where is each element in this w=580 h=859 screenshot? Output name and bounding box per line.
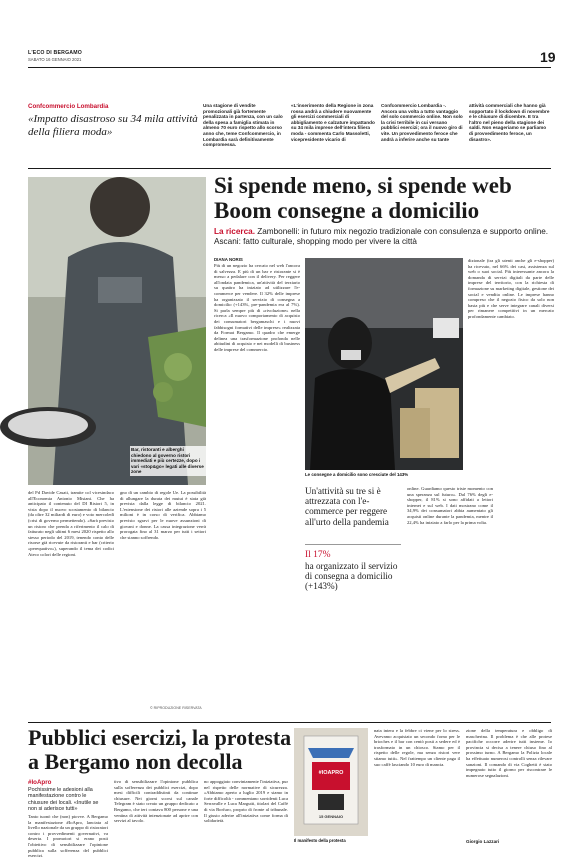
main-sub-text: Zambonelli: in futuro mix negozio tradizionale con consulenza e supporto online. Ascani: fatto culturale, shopping modo per vivere la città (214, 227, 549, 246)
bottom-col-5: zione della temperatura e obbligo di mascherina. Il problema è che alle protese pacifiche occorre aderire tutti insieme. Io provincia si decisa a tenere chiuso fino al prossimo turno. A Bergamo la Polizia locale ha effettuato numerosi controlli senza rilevare sanzioni. Il comando di via Coghetti è stato impegnato tutto il giorno per riscontrare le numerose segnalazioni. (466, 728, 552, 778)
page-number: 19 (540, 49, 556, 65)
bottom-col-4: nata intera e la febbre ci viene per lo stress. Avevamo acquistato un secondo forno per le brioches e il bar con centò posti a sedere ed è trasformato in un chiosco. Siamo per il rispetto delle regole, ma senza ristori vere stiamo tutti». Nel frattempo un cliente paga il suo caffè lasciando 10 euro di mancia. (374, 728, 460, 767)
protest-poster (294, 728, 368, 836)
waiter-photo (28, 177, 206, 485)
delivery-photo-caption: Le consegne a domicilio sono cresciute del 143% (305, 472, 409, 477)
top-col-4: attività commerciali che hanno già sopportato il lockdown di novembre e le chiusure di dicembre. E tra l'altro nel pieno della stagione dei saldi. Non esageriamo se parliamo di provvedimento feroce, un disastro». (469, 103, 550, 142)
main-callout-2-number: Il 17% (305, 550, 331, 560)
top-quote: «Impatto disastroso su 34 mila attività della filiera moda» (28, 113, 198, 138)
main-sub-lead: La ricerca. (214, 227, 255, 236)
top-col-1: Una stagione di vendite promozionali già fortemente penalizzata in partenza, con un calo della spesa a famiglia stimata in almeno 70 euro rispetto allo scorso anno che, teme Confcommercio, in Lombardia sarà definitivamente compromessa. (203, 103, 283, 148)
bottom-signature: Giorgio Lazzari (466, 839, 500, 844)
left-col-2: gno di un cambio di regole Ue. La possibilità di allungare la durata dei mutui è stata già prevista dalla legge di bilancio 2021. L'estensione dei ristori alle aziende sopra i 5 milioni è in corso di verifica. Abbiamo previsto sgravi per le nuove assunzioni di giovani e donne. La cassa integrazione verrà prorogata fino al 31 marzo per tutti i settori che stanno soffrendo. (120, 490, 206, 540)
bottom-col-3: no appoggiato convintamente l'iniziativa, pur nel rispetto delle normative di sicurezza. «Abbiamo aperto a luglio 2019 e siamo in forte difficoltà - commentano sorridenti Luca Serravalle e Luca Margutti, titolari del Caffè di via Borfuro, proprio di fronte al tribunale. Il giusto aderire all'iniziativa come forma di solidarietà. (204, 779, 288, 824)
main-body-col-3: online. Guardiamo questo triste momento con una speranza sul futuro». Dal 76% degli e-shopper, il 81% si sono affidati a lettori internet e sul web. I dati mostrano come il 34,9% dei consumatori abbia aumentato gli acquisti online durante la pandemia, mentre il 22,4% ha iniziato a farlo per la prima volta. (407, 486, 493, 525)
waiter-illustration (28, 177, 206, 485)
top-col-3: Confcommercio Lombardia -. Ancora una volta a tutto vantaggio del solo commercio online. Non solo la crisi terribile in cui versano pubblici esercizi; ora il nuovo giro di vite. Un provvedimento feroce che andrà a inferire anche su tante (381, 103, 463, 142)
masthead-date: SABATO 16 GENNAIO 2021 (28, 57, 82, 62)
bottom-headline-1: Pubblici esercizi, la protesta (28, 725, 292, 750)
left-col-1: del Pd Davide Casati, tramite col vicesindaco all'Economia Antonio Misiani. Che ha anticipato il contenuto del DI Ristori 5, in vista dopo il nuovo scostamento di bilancio (da oltre 32 miliardi di euro) e voto mercoledì (crisi di governo permettendo). «Sarà previsto un ristoro che prenda a riferimento il calo di fatturato negli ultimi 6 mesi 2020 rispetto allo stesso periodo del 2019, tenendo conto delle risorse già ricevute da ristoranti e bar (criterio «perequativo»), superando il tema dei codici Ateco colori delle regioni. (28, 490, 114, 557)
bottom-tag: #IoApro (28, 779, 52, 786)
poster-text-2: 15 GENNAIO (318, 814, 344, 819)
main-headline-1: Si spende meno, si spende web (214, 173, 512, 198)
delivery-illustration (305, 258, 463, 470)
main-headline-2: Boom consegne a domicilio (214, 198, 480, 223)
main-callout-1: Un'attività su tre si è attrezzata con l'e-commerce per reggere all'urto della pandemia (305, 486, 389, 527)
masthead-rule (28, 67, 551, 68)
left-copyright: © RIPRODUZIONE RISERVATA (150, 706, 202, 710)
poster-illustration (294, 728, 368, 836)
main-subheadline (214, 227, 552, 247)
delivery-photo (305, 258, 463, 470)
main-byline: DIANA NORIS (214, 257, 243, 262)
masthead-paper: L'ECO DI BERGAMO (28, 50, 83, 56)
poster-text-1: #IOAPRO (318, 770, 344, 776)
section-rule-2 (28, 722, 551, 723)
top-col-2: «L'inserimento della Regione in zona rossa andrà a chiudere nuovamente gli esercizi commerciali di abbigliamento e calzature impattando su 34 mila imprese dell'intera filiera moda - commenta Carlo Massoletti, vicepresidente vicario di (291, 103, 375, 142)
poster-caption: Il manifesto della protesta (294, 838, 346, 843)
bottom-col-2: tivo di sensibilizzare l'opinione pubblica sulla sofferenza dei pubblici esercizi, dopo mesi difficili contraddistinti da continue chiusure. Nei giorni scorsi sul canale Telegram è stato creato un gruppo dedicato a Bergamo, che ieri contava 800 persone e una ventina di attività intenzionate ad aprire con servizi al tavolo. (114, 779, 198, 824)
callout-divider (305, 544, 401, 545)
section-rule-1 (28, 168, 551, 169)
bottom-lead: Pochissime le adesioni alla manifestazione contro le chiusure dei locali. «Inutile se non si aderisce tutti» (28, 787, 99, 813)
main-body-col-4: dizionale (tra gli utenti anche gli e-shopper) ha ricevuto, nel 66% dei casi, assistenza sul web o suoi social. Più interessante ancora la domanda di servizi digitali da parte delle imprese del territorio, con la richiesta di formazione su marketing digitale, gestione dei social e vendita online. Le imprese hanno compreso che il negozio fisico da solo non basta più e che serve integrare canali diversi per rimanere competitivi in un mercato profondamente cambiato. (468, 258, 554, 319)
bottom-headline-2: a Bergamo non decolla (28, 749, 243, 774)
main-body-col-1: Più di un negozio ha cercato nel web l'ancora di salvezza. E più di un bar e ristorante si è messo a pedalare con il delivery. Per reggere all'ondata pandemica, un'attività del terziario su quattro ha iniziato ad utilizzare l'e-commerce per vendere. Il 32% delle imprese ha organizzato il servizio di consegna a domicilio (+143%, pre-pandemia era al 7%). Si parla sempre più di «rivoluzione» nella ricerca «Il nuovo comportamento di acquisto dei consumatori bergamaschi e i nuovi fabbisogni formativi delle imprese» realizzata da Format Bergamo. Il quadro che emerge delinea una trasformazione profonda nelle abitudini di acquisto e nei modelli di business delle imprese del commercio. (214, 263, 300, 352)
bottom-col-1: Tanto tuonò che (non) piovve. A Bergamo la manifestazione #IoApro, lanciata al livello nazionale da un gruppo di ristoratori contro i provvedimenti governativi, va deserta. I promotori si erano posti l'obiettivo di sensibilizzare l'opinione pubblica sulla sofferenza del pubblici esercizi. (28, 814, 108, 859)
top-kicker: Confcommercio Lombardia (28, 103, 109, 110)
main-callout-2: ha organizzato il servizio di consegna a domicilio (+143%) (305, 561, 398, 592)
waiter-photo-caption: Bar, ristoranti e alberghi chiedono al governo ristori immediati e più certezze, dopo i vari «stop&go» legati alle diverse zone (130, 446, 206, 476)
